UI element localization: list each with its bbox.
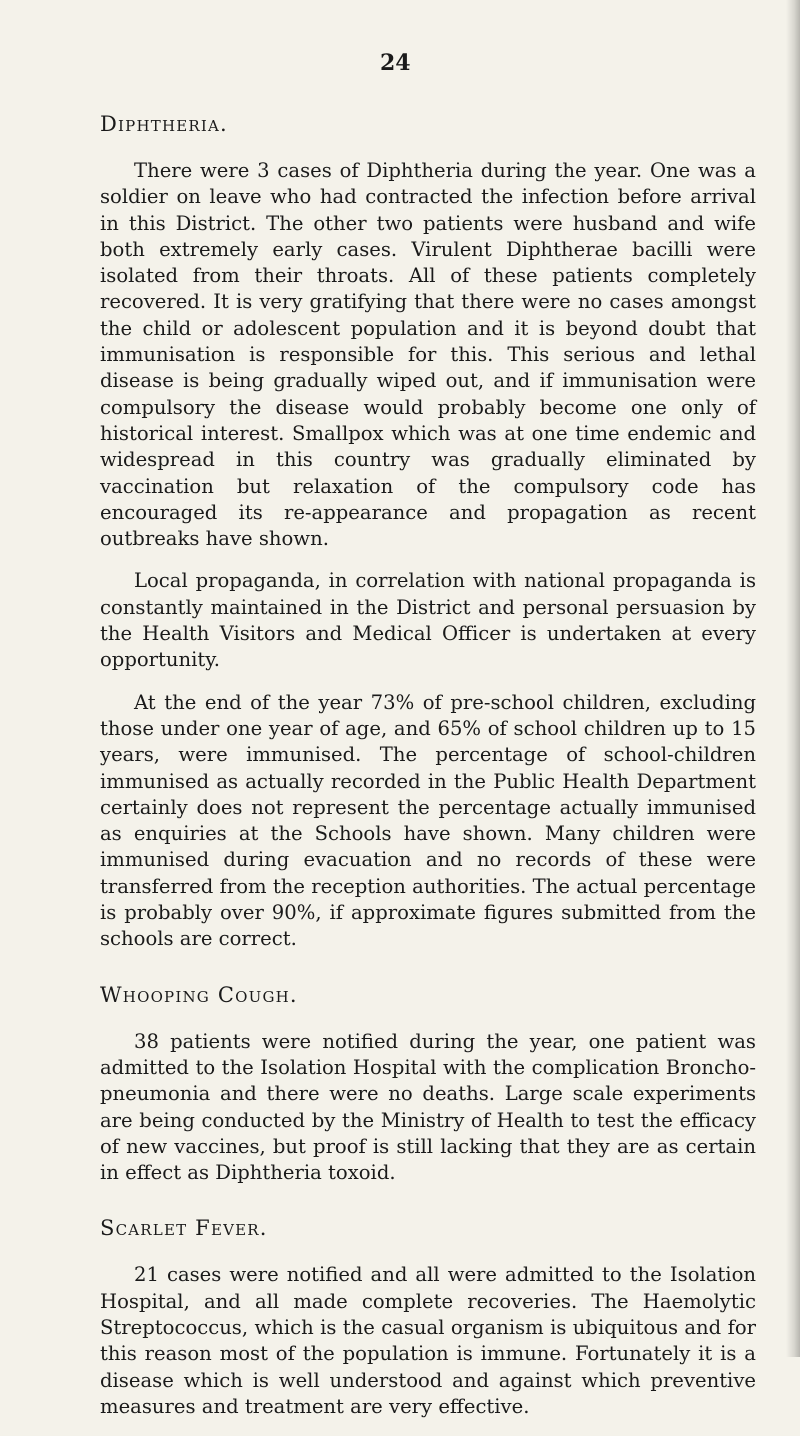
page-content [100, 112, 756, 1436]
section-heading: Whooping Cough. [100, 982, 298, 1007]
paragraph: 21 cases were notified and all were admitted to the Isolation Hospital, and all made complete recoveries. The Haemolytic Streptococcus, which is the casual organism is ubiquitous and for this reason most of the population is immune. Fortunately it is a disease which is well understood and against which preventive measures and treatment are very effective. [100, 1263, 756, 1418]
paragraph: Local propaganda, in correlation with national propaganda is constantly maintained in the District and personal persuasion by the Health Visitors and Medical Officer is undertaken at every opportunity. [100, 569, 756, 672]
paragraph: There were 3 cases of Diphtheria during the year. One was a soldier on leave who had contracted the infection before arrival in this District. The other two patients were husband and wife both extremely early cases. Virulent Diphtherae bacilli were isolated from their throats. All of these patients completely recovered. It is very gratifying that there were no cases amongst the child or adolescent population and it is beyond doubt that immunisation is responsible for this. This serious and lethal disease is being gradually wiped out, and if immunisation were compulsory the disease would probably become one only of historical interest. Smallpox which was at one time endemic and widespread in this country was gradually eliminated by vaccination but relaxation of the compulsory code has encouraged its re-appearance and propagation as recent outbreaks have shown. [100, 159, 756, 551]
section-whooping-cough [100, 983, 756, 1187]
section-heading: Diphtheria. [100, 112, 228, 136]
page-edge-shadow [786, 0, 800, 1357]
paragraph: 38 patients were notified during the year, one patient was admitted to the Isolation Hospital with the complication Broncho-pneumonia and there were no deaths. Large scale experiments are being conducted by the Ministry of Health to test the efficacy of new vaccines, but proof is still lacking that they are as certain in effect as Diphtheria toxoid. [100, 1029, 756, 1185]
section-diphtheria [100, 112, 756, 953]
section-scarlet-fever [100, 1216, 756, 1420]
page-number: 24 [380, 50, 411, 76]
section-heading: Scarlet Fever. [100, 1216, 268, 1241]
paragraph: At the end of the year 73% of pre-school children, excluding those under one year of age, and 65% of school children up to 15 years, were immunised. The percentage of school-children immunised as actually recorded in the Public Health Department certainly does not represent the percentage actually immunised as enquiries at the Schools have shown. Many children were immunised during evacuation and no records of these were transferred from the reception authorities. The actual percentage is probably over 90%, if approximate figures submitted from the schools are correct. [100, 690, 756, 951]
